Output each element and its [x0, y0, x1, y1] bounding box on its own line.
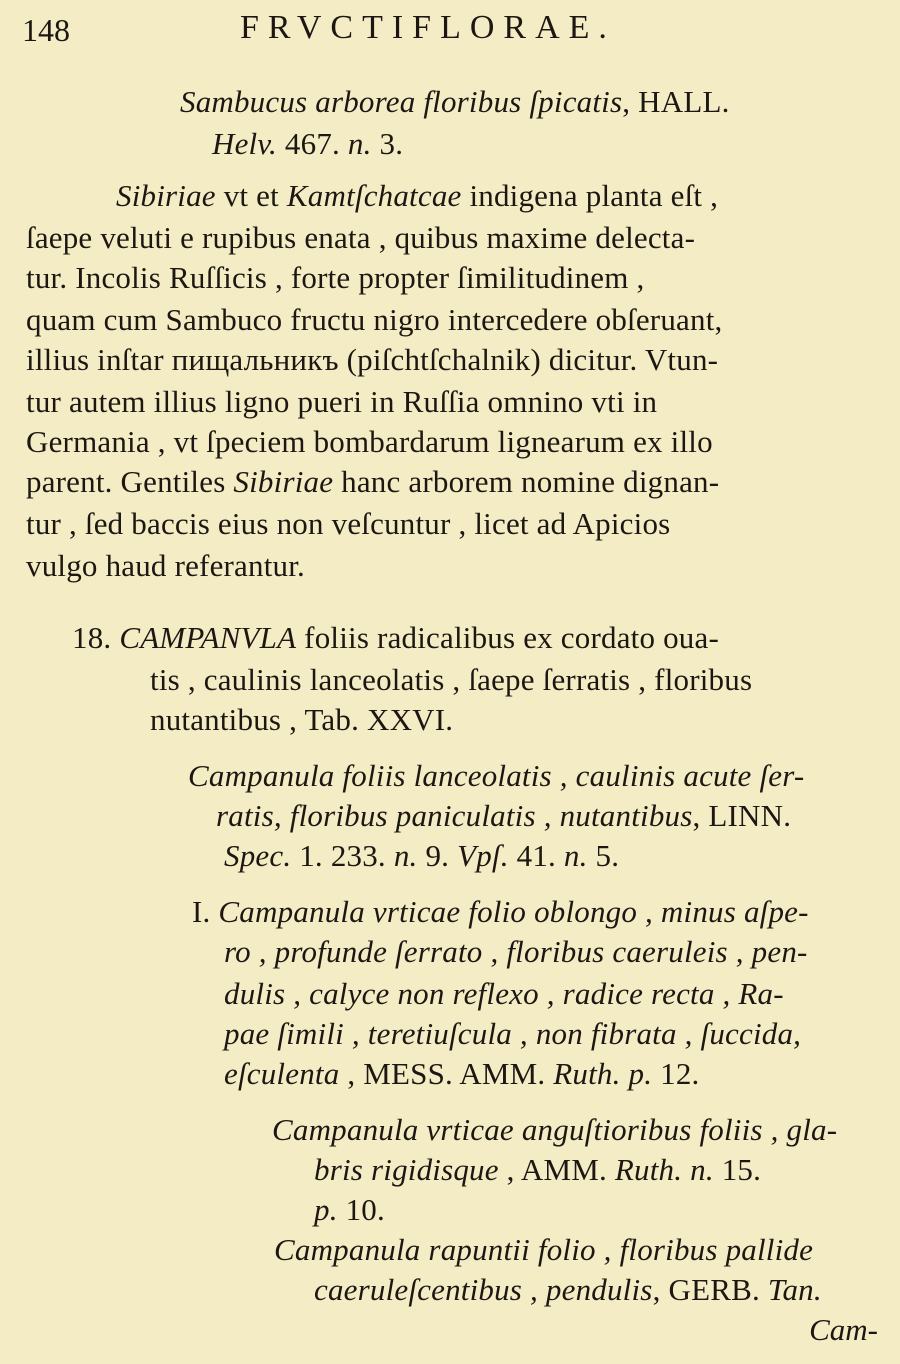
variety-numeral: I. [192, 894, 211, 929]
paragraph-line: Sibiriae vt et Kamtſchatcae indigena planta eſt , [116, 178, 719, 213]
species-line: tis , caulinis lanceolatis , ſaepe ſerratis , floribus [150, 662, 753, 697]
species-genus: CAMPANVLA [119, 620, 297, 655]
synonym-amm-line: bris rigidisque , AMM. Ruth. n. 15. [314, 1152, 762, 1187]
paragraph-line: quam cum Sambuco fructu nigro intercedere obſeruant, [26, 302, 723, 337]
catchword: Cam- [809, 1312, 878, 1347]
variety-line: dulis , calyce non reflexo , radice recta , Ra- [224, 976, 784, 1011]
variety-line: pae ſimili , teretiuſcula , non fibrata , ſuccida, [224, 1016, 802, 1051]
paragraph-line: parent. Gentiles Sibiriae hanc arborem nomine dignan- [26, 464, 720, 499]
synonym-amm-line: p. 10. [314, 1192, 385, 1227]
species-number: 18. [72, 620, 112, 655]
paragraph-line: Germania , vt ſpeciem bombardarum lignearum ex illo [26, 424, 713, 459]
species-heading: 18. CAMPANVLA foliis radicalibus ex cordato oua- [72, 620, 719, 655]
variety-line: I. Campanula vrticae folio oblongo , minus aſpe- [192, 894, 809, 929]
synonym-gerb-line: Campanula rapuntii folio , floribus pallide [274, 1232, 814, 1267]
paragraph-line: illius inſtar пищальникъ (piſchtſchalnik) dicitur. Vtun- [26, 342, 719, 377]
page-number: 148 [22, 12, 70, 48]
paragraph-line: ſaepe veluti e rupibus enata , quibus maxime delecta- [26, 220, 696, 255]
synonym-sambucus-line2: Helv. 467. n. 3. [212, 126, 404, 161]
paragraph-line: vulgo haud referantur. [26, 548, 305, 583]
variety-line: eſculenta , MESS. AMM. Ruth. p. 12. [224, 1056, 700, 1091]
paragraph-line: tur. Incolis Ruſſicis , forte propter ſimilitudinem , [26, 260, 645, 295]
paragraph-line: tur , ſed baccis eius non veſcuntur , licet ad Apicios [26, 506, 671, 541]
synonym-linn-line: Campanula foliis lanceolatis , caulinis acute ſer- [188, 758, 805, 793]
synonym-linn-line: ratis, floribus paniculatis , nutantibus, LINN. [216, 798, 792, 833]
synonym-linn-line: Spec. 1. 233. n. 9. Vpſ. 41. n. 5. [224, 838, 620, 873]
variety-line: ro , profunde ſerrato , floribus caeruleis , pen- [224, 934, 808, 969]
paragraph-line: tur autem illius ligno pueri in Ruſſia omnino vti in [26, 384, 658, 419]
synonym-sambucus-line1: Sambucus arborea floribus ſpicatis, HALL. [180, 84, 730, 119]
synonym-amm-line: Campanula vrticae anguſtioribus foliis , gla- [272, 1112, 838, 1147]
running-title: FRVCTIFLORAE. [240, 9, 616, 46]
synonym-gerb-line: caeruleſcentibus , pendulis, GERB. Tan. [314, 1272, 822, 1307]
species-line: nutantibus , Tab. XXVI. [150, 702, 454, 737]
